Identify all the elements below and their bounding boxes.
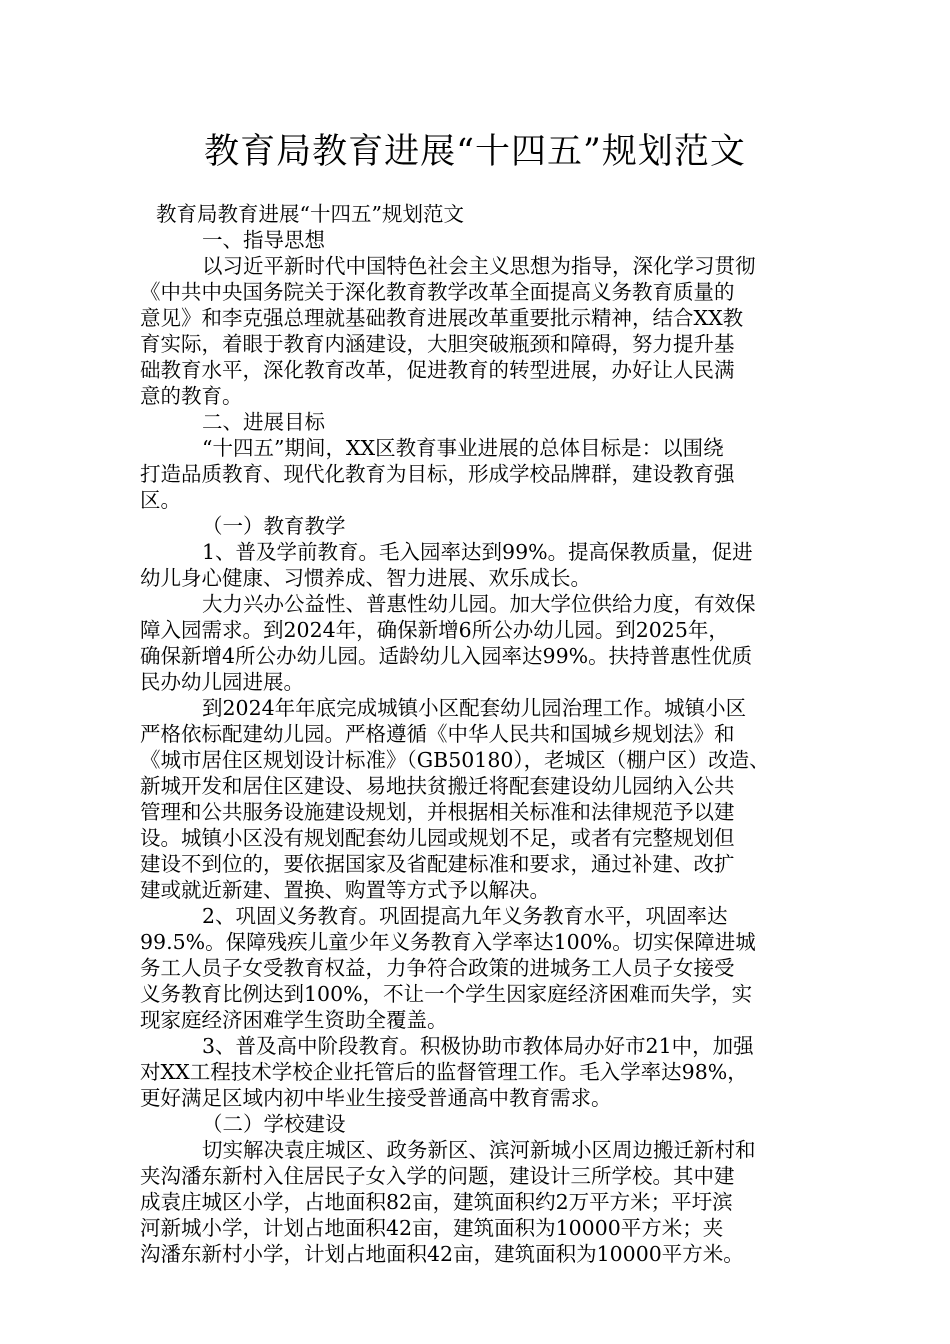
document-title: 教育局教育进展“十四五”规划范文 [204,132,746,172]
subsection-heading-education-teaching: （一）教育教学 [202,514,346,538]
paragraph-community-kindergartens: 到2024年年底完成城镇小区配套幼儿园治理工作。城镇小区 严格依标配建幼儿园。严格遵循《中华人民共和国城乡规划法》和 《城市居住区规划设计标准》（GB50180），老城区（棚户区）改造、 新城开发和居住区建设、易地扶贫搬迁将配套建设幼儿园纳入公共 管理和公共服务设施建设规划，并根据相关标准和法律规范予以建 设。城镇小区没有规划配套幼儿园或规划不足，或者有完整规划但 建设不到位的，要依据国家及省配建标准和要求，通过补建、改扩 建或就近新建、置换、购置等方式予以解决。 [140,696,770,902]
section-heading-development-goals: 二、进展目标 [202,410,325,434]
section-heading-guiding-ideology: 一、指导思想 [202,228,325,252]
document-subtitle: 教育局教育进展“十四五”规划范文 [156,202,464,226]
paragraph-high-school-education: 3、普及高中阶段教育。积极协助市教体局办好市21中，加强 对XX工程技术学校企业托管后的监督管理工作。毛入学率达98%， 更好满足区域内初中毕业生接受普通高中教育需求。 [140,1034,754,1110]
paragraph-public-kindergartens: 大力兴办公益性、普惠性幼儿园。加大学位供给力度，有效保 障入园需求。到2024年，确保新增6所公办幼儿园。到2025年， 确保新增4所公办幼儿园。适龄幼儿入园率达99%。扶持普惠性优质 民办幼儿园进展。 [140,592,756,694]
paragraph-guiding-ideology: 以习近平新时代中国特色社会主义思想为指导，深化学习贯彻 《中共中央国务院关于深化教育教学改革全面提高义务教育质量的 意见》和李克强总理就基础教育进展改革重要批示精神，结合XX教 育实际，着眼于教育内涵建设，大胆突破瓶颈和障碍，努力提升基 础教育水平，深化教育改革，促进教育的转型进展，办好让人民满 意的教育。 [140,254,756,408]
subsection-heading-school-construction: （二）学校建设 [202,1112,346,1136]
document-body [140,201,812,1267]
paragraph-compulsory-education: 2、巩固义务教育。巩固提高九年义务教育水平，巩固率达 99.5%。保障残疾儿童少年义务教育入学率达100%。切实保障进城 务工人员子女受教育权益，力争符合政策的进城务工人员子女接受 义务教育比例达到100%，不让一个学生因家庭经济困难而失学，实 现家庭经济困难学生资助全覆盖。 [140,904,756,1032]
paragraph-overall-goal: “十四五”期间，XX区教育事业进展的总体目标是：以围绕 打造品质教育、现代化教育为目标，形成学校品牌群，建设教育强 区。 [140,436,735,512]
paragraph-preschool-education: 1、普及学前教育。毛入园率达到99%。提高保教质量，促进 幼儿身心健康、习惯养成、智力进展、欢乐成长。 [140,540,753,590]
paragraph-school-construction: 切实解决袁庄城区、政务新区、滨河新城小区周边搬迁新村和 夹沟潘东新村入住居民子女入学的问题，建设计三所学校。其中建 成袁庄城区小学，占地面积82亩，建筑面积约2万平方米；平圩滨 河新城小学，计划占地面积42亩，建筑面积为10000平方米；夹 沟潘东新村小学，计划占地面积42亩，建筑面积为10000平方米。 [140,1138,756,1266]
